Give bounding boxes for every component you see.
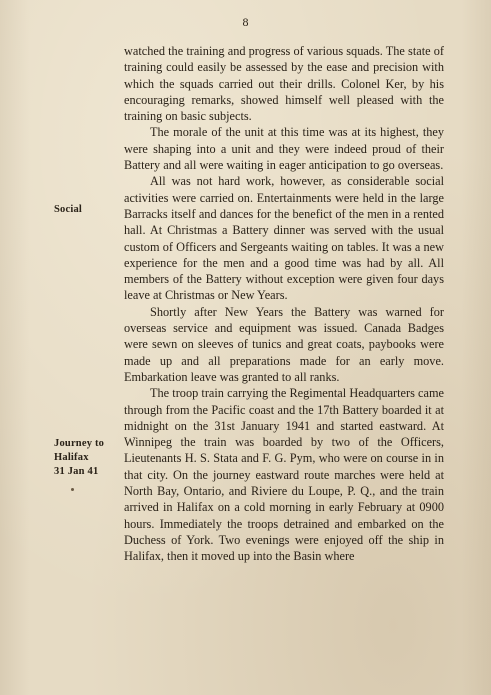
ink-dot-mark	[71, 488, 74, 491]
margin-note-journey-line-3: 31 Jan 41	[54, 466, 99, 477]
paragraph-training: watched the training and progress of various squads. The state of training could easily be assessed by the ease and precision with which the squads carried out their drills. Colonel Ker, by his encouraging remarks, showed himself well pleased with the training on basic subjects.	[124, 44, 444, 124]
paragraph-morale: The morale of the unit at this time was at its highest, they were shaping into a unit and they were indeed proud of their Battery and all were waiting in eager anticipation to go overseas.	[124, 125, 444, 173]
margin-note-social: Social	[54, 204, 83, 215]
body-text	[124, 43, 444, 565]
page-number: 8	[242, 15, 249, 29]
margin-note-journey-line-1: Journey to	[54, 438, 105, 449]
paragraph-journey: The troop train carrying the Regimental Headquarters came through from the Pacific coast and the 17th Battery boarded it at midnight on the 31st January 1941 and started eastward. At Winnipeg the train was boarded by two of the Officers, Lieutenants H. S. Stata and F. G. Pym, who were on course in in that city. On the journey eastward route marches were held at North Bay, Ontario, and Riviere du Loupe, P. Q., and the train arrived in Halifax on a cold morning in early February at 0900 hours. Immediately the troops detrained and embarked on the Duchess of York. Two evenings were enjoyed off the ship in Halifax, then it moved up into the Basin where	[124, 386, 444, 564]
margin-note-journey	[54, 437, 104, 479]
paragraph-social: All was not hard work, however, as considerable social activities were carried on. Entertainments were held in the large Barracks itself and dances for the benefict of the men in a rented hall. At Christmas a Battery dinner was served with the usual custom of Officers and Sergeants waiting on tables. It was a new experience for the men and a good time was had by all. All members of the Battery without exception were given four days leave at Christmas or New Years.	[124, 174, 444, 303]
margin-note-journey-line-2: Halifax	[54, 452, 89, 463]
paragraph-overseas: Shortly after New Years the Battery was warned for overseas service and equipment was issued. Canada Badges were sewn on sleeves of tunics and great coats, paybooks were made up and all preparations made for an early move. Embarkation leave was granted to all ranks.	[124, 304, 444, 384]
